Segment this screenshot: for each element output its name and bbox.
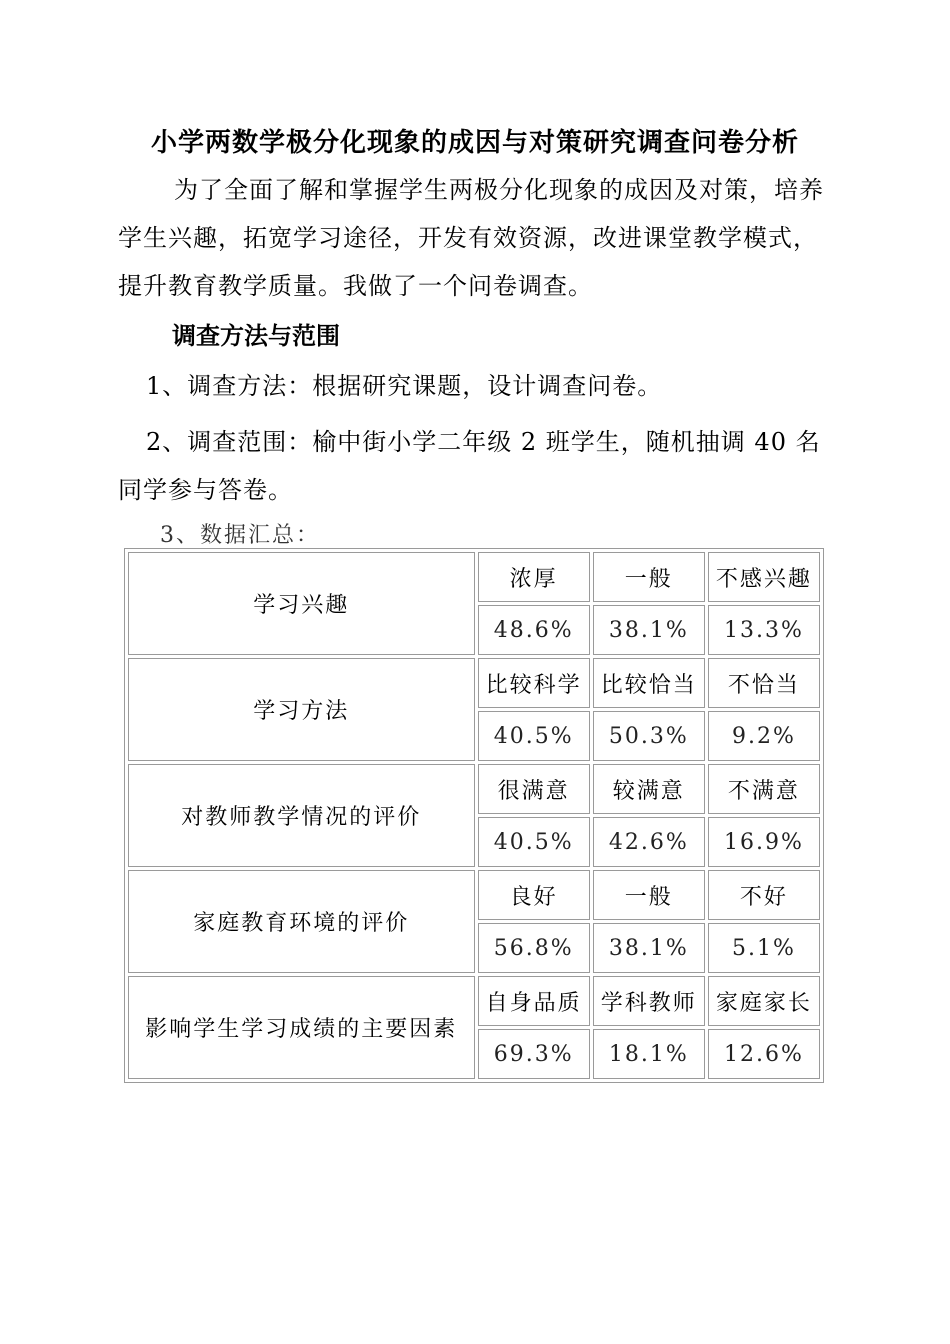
category-cell: 家庭教育环境的评价 xyxy=(128,870,475,973)
table-row xyxy=(128,870,820,920)
option-cell: 不好 xyxy=(708,870,820,920)
percent-cell: 56.8% xyxy=(478,923,590,973)
option-cell: 比较科学 xyxy=(478,658,590,708)
document-title: 小学两数学极分化现象的成因与对策研究调查问卷分析 xyxy=(150,128,799,158)
option-cell: 家庭家长 xyxy=(708,976,820,1026)
option-cell: 比较恰当 xyxy=(593,658,705,708)
intro-paragraph: 为了全面了解和掌握学生两极分化现象的成因及对策，培养学生兴趣，拓宽学习途径，开发有效资源，改进课堂教学模式，提升教育教学质量。我做了一个问卷调查。 xyxy=(118,176,824,300)
percent-cell: 38.1% xyxy=(593,923,705,973)
category-cell: 学习方法 xyxy=(128,658,475,761)
percent-cell: 40.5% xyxy=(478,817,590,867)
table-row xyxy=(128,976,820,1026)
section-heading: 调查方法与范围 xyxy=(172,322,340,350)
survey-data-table xyxy=(124,548,824,1083)
option-cell: 一般 xyxy=(593,870,705,920)
percent-cell: 18.1% xyxy=(593,1029,705,1079)
percent-cell: 13.3% xyxy=(708,605,820,655)
category-cell: 学习兴趣 xyxy=(128,552,475,655)
option-cell: 良好 xyxy=(478,870,590,920)
percent-cell: 40.5% xyxy=(478,711,590,761)
percent-cell: 69.3% xyxy=(478,1029,590,1079)
category-cell: 影响学生学习成绩的主要因素 xyxy=(128,976,475,1079)
percent-cell: 5.1% xyxy=(708,923,820,973)
option-cell: 一般 xyxy=(593,552,705,602)
option-cell: 较满意 xyxy=(593,764,705,814)
option-cell: 很满意 xyxy=(478,764,590,814)
option-cell: 学科教师 xyxy=(593,976,705,1026)
option-cell: 自身品质 xyxy=(478,976,590,1026)
scope-item: 2、调查范围：榆中街小学二年级 2 班学生，随机抽调 40 名同学参与答卷。 xyxy=(118,428,821,504)
option-cell: 不满意 xyxy=(708,764,820,814)
percent-cell: 42.6% xyxy=(593,817,705,867)
percent-cell: 12.6% xyxy=(708,1029,820,1079)
percent-cell: 50.3% xyxy=(593,711,705,761)
category-cell: 对教师教学情况的评价 xyxy=(128,764,475,867)
method-item: 1、调查方法：根据研究课题，设计调查问卷。 xyxy=(146,372,663,400)
option-cell: 浓厚 xyxy=(478,552,590,602)
percent-cell: 48.6% xyxy=(478,605,590,655)
table-row xyxy=(128,764,820,814)
option-cell: 不感兴趣 xyxy=(708,552,820,602)
option-cell: 不恰当 xyxy=(708,658,820,708)
summary-item: 3、数据汇总： xyxy=(160,523,320,548)
percent-cell: 38.1% xyxy=(593,605,705,655)
percent-cell: 9.2% xyxy=(708,711,820,761)
percent-cell: 16.9% xyxy=(708,817,820,867)
table-row xyxy=(128,658,820,708)
table-row xyxy=(128,552,820,602)
